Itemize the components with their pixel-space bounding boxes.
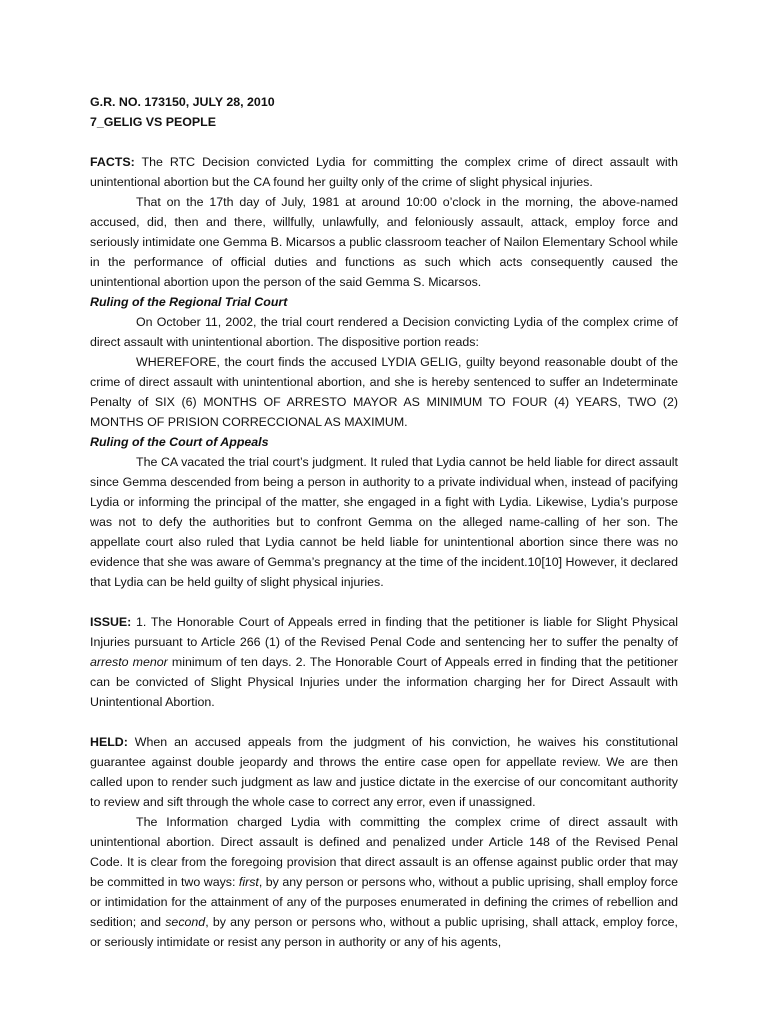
- issue-label: ISSUE:: [90, 615, 132, 629]
- issue-paragraph: [90, 612, 678, 712]
- held-paragraph-2: [90, 812, 678, 952]
- facts-paragraph: [90, 152, 678, 192]
- case-number: G.R. NO. 173150, JULY 28, 2010: [90, 95, 275, 109]
- held-text-c: , by any person or persons who, without a public uprising, shall attack, employ force, or seriously intimidate or resist any person in authority or any of his agents,: [90, 915, 678, 949]
- spacer: [90, 132, 678, 152]
- issue-text-b: minimum of ten days. 2. The Honorable Court of Appeals erred in finding that the petitioner can be convicted of Slight Physical Injuries under the information charging her for Direct Assault with Unintentional Abortion.: [90, 655, 678, 709]
- facts-intro: The RTC Decision convicted Lydia for committing the complex crime of direct assault with unintentional abortion but the CA found her guilty only of the crime of slight physical injuries.: [90, 155, 678, 189]
- rtc-heading: Ruling of the Regional Trial Court: [90, 295, 288, 309]
- held-italic-first: first: [238, 875, 259, 889]
- spacer: [90, 592, 678, 612]
- held-paragraph-1: [90, 732, 678, 812]
- document-body: [90, 92, 678, 952]
- held-text-b: , by any person or persons who, without a public uprising, shall employ force or intimidation for the attainment of any of the purposes enumerated in defining the crimes of rebellion and sedition; and: [90, 875, 678, 929]
- held-label: HELD:: [90, 735, 128, 749]
- facts-label: FACTS:: [90, 155, 135, 169]
- rtc-paragraph-1: On October 11, 2002, the trial court rendered a Decision convicting Lydia of the complex crime of direct assault with unintentional abortion. The dispositive portion reads:: [90, 315, 678, 349]
- held-italic-second: second: [165, 915, 206, 929]
- issue-italic-term: arresto menor: [90, 655, 168, 669]
- rtc-dispositive: WHEREFORE, the court finds the accused LYDIA GELIG, guilty beyond reasonable doubt of the crime of direct assault with unintentional abortion, and she is hereby sentenced to suffer an Indeterminate Penalty of SIX (6) MONTHS OF ARRESTO MAYOR AS MINIMUM TO FOUR (4) YEARS, TWO (2) MONTHS OF PRISION CORRECCIONAL AS MAXIMUM.: [90, 355, 678, 429]
- case-title: 7_GELIG VS PEOPLE: [90, 115, 217, 129]
- held-text: When an accused appeals from the judgment of his conviction, he waives his constitutional guarantee against double jeopardy and throws the entire case open for appellate review. We are then called upon to render such judgment as law and justice dictate in the exercise of our concomitant authority to review and sift through the whole case to correct any error, even if unassigned.: [90, 735, 678, 809]
- facts-information: That on the 17th day of July, 1981 at around 10:00 o’clock in the morning, the above-named accused, did, then and there, willfully, unlawfully, and feloniously assault, attack, employ force and seriously intimidate one Gemma B. Micarsos a public classroom teacher of Nailon Elementary School while in the performance of official duties and functions as such which acts consequently caused the unintentional abortion upon the person of the said Gemma S. Micarsos.: [90, 195, 678, 289]
- ca-heading: Ruling of the Court of Appeals: [90, 435, 269, 449]
- ca-paragraph: The CA vacated the trial court’s judgment. It ruled that Lydia cannot be held liable for direct assault since Gemma descended from being a person in authority to a private individual when, instead of pacifying Lydia or informing the principal of the matter, she engaged in a fight with Lydia. Likewise, Lydia’s purpose was not to defy the authorities but to confront Gemma on the alleged name-calling of her son. The appellate court also ruled that Lydia cannot be held liable for unintentional abortion since there was no evidence that she was aware of Gemma’s pregnancy at the time of the incident.10[10] However, it declared that Lydia can be held guilty of slight physical injuries.: [90, 455, 678, 589]
- held-text-a: The Information charged Lydia with committing the complex crime of direct assault with unintentional abortion. Direct assault is defined and penalized under Article 148 of the Revised Penal Code. It is clear from the foregoing provision that direct assault is an offense against public order that may be committed in two ways:: [90, 815, 678, 889]
- spacer: [90, 712, 678, 732]
- issue-text-a: 1. The Honorable Court of Appeals erred in finding that the petitioner is liable for Slight Physical Injuries pursuant to Article 266 (1) of the Revised Penal Code and sentencing her to suffer the penalty of: [90, 615, 678, 649]
